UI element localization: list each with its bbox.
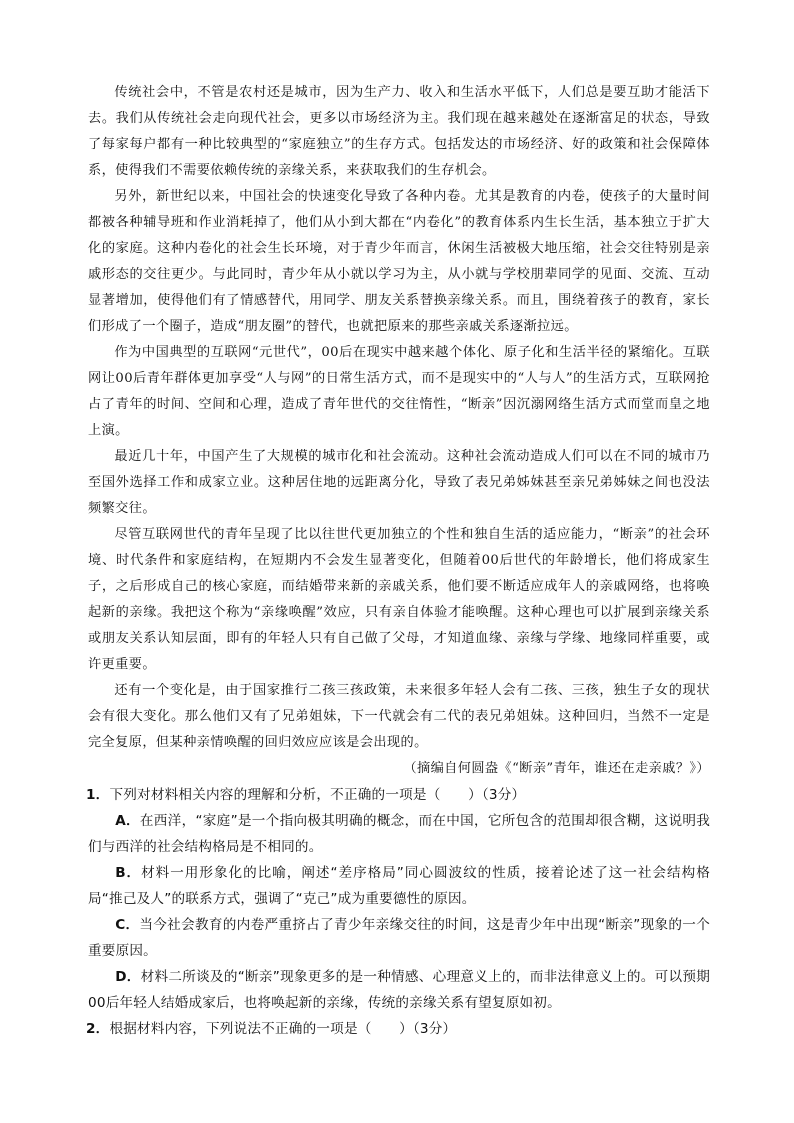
question-1-text: 下列对材料相关内容的理解和分析，不正确的一项是（ ）（3分）: [109, 787, 526, 803]
option-b-text: 材料一用形象化的比喻，阐述“差序格局”同心圆波纹的性质，接着论述了这一社会结构格局“推己及人”的联系方式，强调了“克己”成为重要德性的原因。: [88, 865, 710, 907]
question-2-number: 2．: [86, 1021, 110, 1037]
question-1-stem: [86, 782, 710, 808]
question-1: [88, 782, 710, 1016]
passage-paragraph-2: 另外，新世纪以来，中国社会的快速变化导致了各种内卷。尤其是教育的内卷，使孩子的大量时间都被各种辅导班和作业消耗掉了，他们从小到大都在“内卷化”的教育体系内生长生活，基本独立于扩大化的家庭。这种内卷化的社会生长环境，对于青少年而言，休闲生活被极大地压缩，社会交往特别是亲戚形态的交往更少。与此同时，青少年从小就以学习为主，从小就与学校朋辈同学的见面、交流、互动显著增加，使得他们有了情感替代，用同学、朋友关系替换亲缘关系。而且，围绕着孩子的教育，家长们形成了一个圈子，造成“朋友圈”的替代，也就把原来的那些亲戚关系逐渐拉远。: [88, 189, 710, 334]
passage-paragraph-5: 尽管互联网世代的青年呈现了比以往世代更加独立的个性和独自生活的适应能力，“断亲”的社会环境、时代条件和家庭结构，在短期内不会发生显著变化，但随着00后世代的年龄增长，他们将成家生子，之后形成自己的核心家庭，而结婚带来新的亲戚关系，他们要不断适应成年人的亲戚网络，也将唤起新的亲缘。我把这个称为“亲缘唤醒”效应，只有亲自体验才能唤醒。这种心理也可以扩展到亲缘关系或朋友关系认知层面，即有的年轻人只有自己做了父母，才知道血缘、亲缘与学缘、地缘同样重要，或许更重要。: [88, 527, 710, 672]
question-2-text: 根据材料内容，下列说法不正确的一项是（ ）（3分）: [109, 1021, 457, 1037]
question-1-option-a: [88, 808, 710, 860]
option-d-letter: D．: [115, 969, 141, 985]
option-c-text: 当今社会教育的内卷严重挤占了青少年亲缘交往的时间，这是青少年中出现“断亲”现象的一个重要原因。: [88, 917, 710, 959]
option-d-text: 材料二所谈及的“断亲”现象更多的是一种情感、心理意义上的，而非法律意义上的。可以预期00后年轻人结婚成家后，也将唤起新的亲缘，传统的亲缘关系有望复原如初。: [88, 969, 711, 1011]
question-2-stem: [86, 1016, 710, 1042]
passage-paragraph-6: 还有一个变化是，由于国家推行二孩三孩政策，未来很多年轻人会有二孩、三孩，独生子女的现状会有很大变化。那么他们又有了兄弟姐妹，下一代就会有二代的表兄弟姐妹。这种回归，当然不一定是完全复原，但某种亲情唤醒的回归效应应该是会出现的。: [88, 683, 710, 750]
question-1-option-b: [88, 860, 710, 912]
passage: [88, 80, 710, 782]
document-page: [88, 80, 710, 1042]
option-b-letter: B．: [115, 865, 142, 881]
passage-paragraph-1: 传统社会中，不管是农村还是城市，因为生产力、收入和生活水平低下，人们总是要互助才能活下去。我们从传统社会走向现代社会，更多以市场经济为主。我们现在越来越处在逐渐富足的状态，导致了每家每户都有一种比较典型的“家庭独立”的生存方式。包括发达的市场经济、好的政策和社会保障体系，使得我们不需要依赖传统的亲缘关系，来获取我们的生存机会。: [88, 85, 710, 178]
option-c-letter: C．: [115, 917, 140, 933]
question-2: [88, 1016, 710, 1042]
option-a-text: 在西洋，“家庭”是一个指向极其明确的概念，而在中国，它所包含的范围却很含糊，这说明我们与西洋的社会结构格局是不相同的。: [88, 813, 711, 855]
passage-paragraph-4: 最近几十年，中国产生了大规模的城市化和社会流动。这种社会流动造成人们可以在不同的城市乃至国外选择工作和成家立业。这种居住地的远距离分化，导致了表兄弟姊妹甚至亲兄弟姊妹之间也没法频繁交往。: [88, 449, 710, 516]
option-a-letter: A．: [115, 813, 140, 829]
question-1-number: 1．: [86, 787, 110, 803]
passage-paragraph-3: 作为中国典型的互联网“元世代”，00后在现实中越来越个体化、原子化和生活半径的紧缩化。互联网让00后青年群体更加享受“人与网”的日常生活方式，而不是现实中的“人与人”的生活方式，互联网抢占了青年的时间、空间和心理，造成了青年世代的交往惰性，“断亲”因沉溺网络生活方式而堂而皇之地上演。: [88, 345, 710, 438]
question-1-option-d: [88, 964, 710, 1016]
passage-source: （摘编自何圆盎《“断亲”青年，谁还在走亲戚？》）: [403, 761, 710, 776]
question-1-option-c: [88, 912, 710, 964]
